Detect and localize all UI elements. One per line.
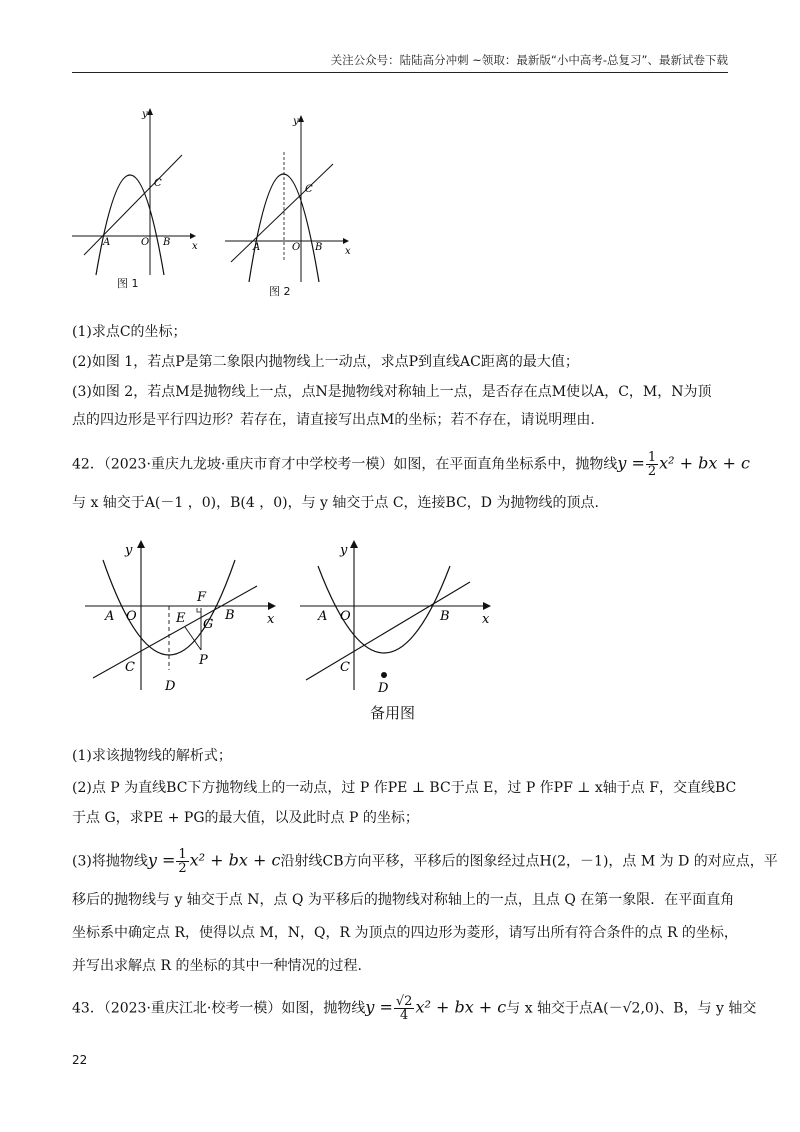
q42-part3-rest: 沿射线CB方向平移，平移后的图象经过点H(2，－1)，点 M 为 D 的对应点，平 — [280, 853, 778, 870]
fig3-point-d: D — [165, 679, 176, 694]
fig3-point-f: F — [197, 590, 207, 605]
figure-1 — [72, 105, 202, 280]
q43-eq-y: y = — [365, 997, 393, 1017]
fig3-point-o: O — [126, 609, 137, 624]
fig2-y-label: y — [293, 116, 299, 127]
fig3-point-g: G — [203, 617, 214, 632]
figure-4 — [300, 540, 500, 700]
fig4-point-a: A — [318, 609, 328, 624]
q43-rest: 与 x 轴交于点A(－√2,0)、B，与 y 轴交 — [506, 1000, 757, 1017]
fig1-point-b: B — [163, 237, 171, 248]
q42-line1 — [72, 450, 750, 479]
q42-eq-fraction: $\frac{1}{2}$ — [647, 450, 657, 479]
fig1-point-a: A — [103, 237, 111, 248]
q42-part3-intro: (3)将抛物线 — [72, 853, 148, 870]
q41-part3-line1: (3)如图 2，若点M是抛物线上一点，点N是抛物线对称轴上一点，是否存在点M使以A，C，M，N为顶 — [72, 384, 712, 400]
fig2-x-label: x — [345, 246, 351, 257]
q43-eq-fraction: $\frac{√2}{4}$ — [395, 994, 413, 1023]
fig3-point-b: B — [225, 608, 235, 623]
q42-part2-line2: 于点 G，求PE + PG的最大值，以及此时点 P 的坐标； — [72, 810, 419, 826]
fig4-point-c: C — [340, 660, 350, 675]
fig3-x-label: x — [267, 612, 275, 627]
figure-2 — [225, 112, 355, 287]
q41-part2: (2)如图 1，若点P是第二象限内抛物线上一动点，求点P到直线AC距离的最大值； — [72, 354, 579, 370]
fig1-point-o: O — [141, 237, 150, 248]
q42-intro: 42．（2023·重庆九龙坡·重庆市育才中学校考一模）如图，在平面直角坐标系中，抛物线 — [72, 456, 618, 473]
q42-part3-eq-fraction: $\frac{1}{2}$ — [178, 847, 187, 876]
q43-intro: 43．（2023·重庆江北·校考一模）如图，抛物线 — [72, 1000, 366, 1017]
fig3-y-label: y — [125, 543, 133, 558]
q42-eq-y: y = — [617, 453, 645, 473]
q42-eq-rest: x² + bx + c — [659, 453, 750, 473]
page-number: 22 — [72, 1053, 88, 1067]
figure-3 — [85, 540, 285, 700]
page-header: 关注公众号：陆陆高分冲刺 ~领取：最新版“小中高考-总复习”、最新试卷下载 — [72, 50, 728, 73]
q42-part3-line2: 移后的抛物线与 y 轴交于点 N，点 Q 为平移后的抛物线对称轴上的一点，且点 Q 在第一象限．在平面直角 — [72, 892, 735, 908]
fig2-point-a: A — [253, 242, 261, 253]
q42-part3-line3: 坐标系中确定点 R，使得以点 M，N，Q，R 为顶点的四边形为菱形，请写出所有符合条件的点 R 的坐标， — [72, 925, 738, 941]
fig2-point-b: B — [315, 242, 323, 253]
fig4-point-b: B — [440, 609, 450, 624]
fig3-point-c: C — [125, 660, 135, 675]
fig4-y-label: y — [340, 543, 348, 558]
q42-part2-line1: (2)点 P 为直线BC下方抛物线上的一动点，过 P 作PE ⊥ BC于点 E，过 P 作PF ⊥ x轴于点 F，交直线BC — [72, 780, 737, 796]
q42-part3-eq-y: y = — [147, 850, 176, 870]
fig2-point-c: C — [305, 184, 313, 195]
fig4-caption: 备用图 — [370, 704, 416, 722]
fig1-point-c: C — [154, 178, 162, 189]
fig4-x-label: x — [482, 612, 490, 627]
q43-eq-rest: x² + bx + c — [415, 997, 507, 1017]
fig1-y-label: y — [142, 109, 148, 120]
q41-part1: (1)求点C的坐标； — [72, 324, 187, 340]
q41-part3-line2: 点的四边形是平行四边形？若存在，请直接写出点M的坐标；若不存在，请说明理由. — [72, 412, 595, 428]
fig1-x-label: x — [192, 241, 198, 252]
fig1-caption: 图 1 — [117, 277, 139, 290]
fig2-caption: 图 2 — [269, 285, 291, 298]
fig3-point-a: A — [105, 609, 115, 624]
fig3-point-p: P — [199, 653, 208, 668]
fig3-point-e: E — [176, 611, 186, 626]
q42-line2: 与 x 轴交于A(－1 ，0)，B(4 ，0)，与 y 轴交于点 C，连接BC，D 为抛物线的顶点. — [72, 495, 599, 511]
q42-part3-line4: 并写出求解点 R 的坐标的其中一种情况的过程. — [72, 958, 362, 974]
fig4-point-o: O — [340, 609, 351, 624]
fig2-point-o: O — [292, 242, 301, 253]
q42-part3-line1 — [72, 847, 778, 876]
q43-line1 — [72, 994, 757, 1023]
q42-part3-eq-rest: x² + bx + c — [189, 850, 281, 870]
q42-part1: (1)求该抛物线的解析式； — [72, 748, 232, 764]
fig4-point-d: D — [378, 681, 389, 696]
